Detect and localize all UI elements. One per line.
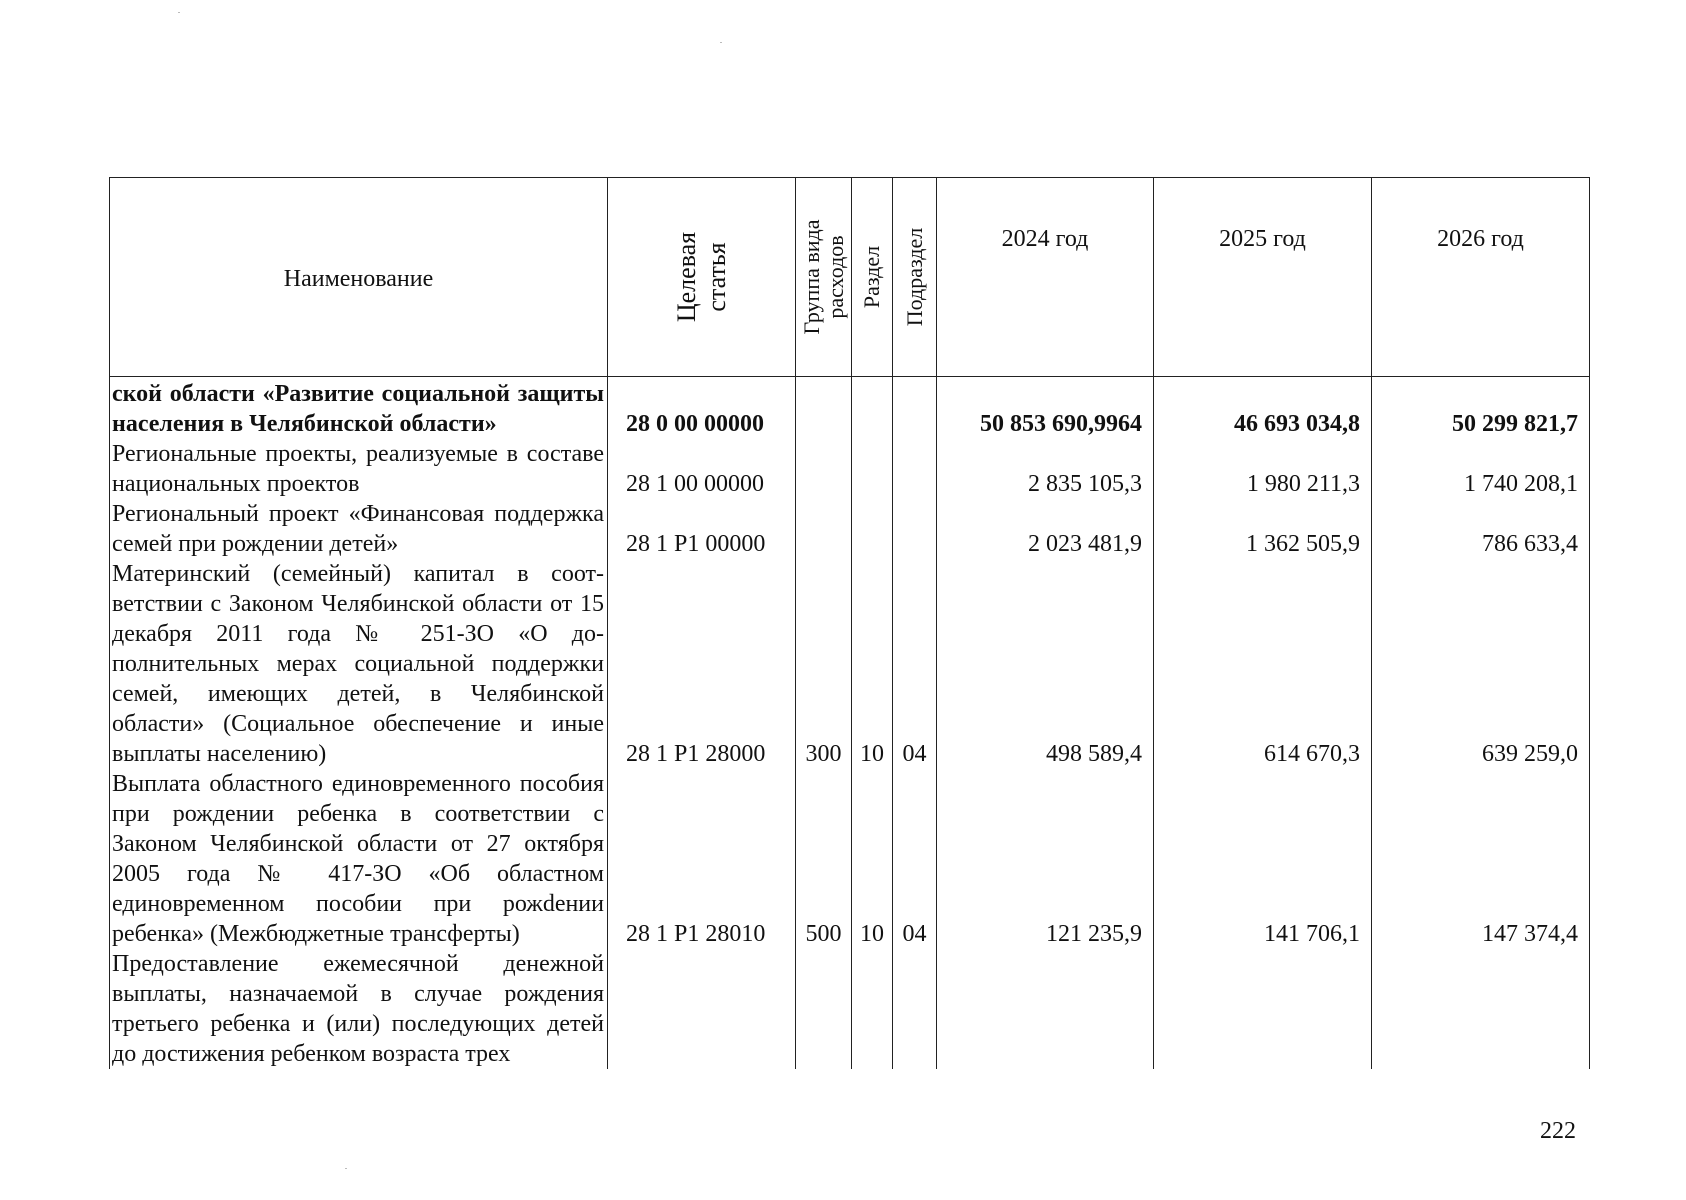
header-subsection: Подраздел	[893, 178, 937, 377]
row-code: 28 1 P1 00000	[608, 499, 796, 559]
row-2026: 1 740 208,1	[1372, 439, 1590, 499]
scan-speck	[178, 12, 180, 13]
header-2026: 2026 год	[1372, 178, 1590, 377]
row-name: Выплата областного единовременного пособия при рождении ребенка в соответствии с Законом Челябинской области от 27 октября 2005 года № 417-ЗО «Об областном единовременном пособии при рожdении ребенка» (Межбюджетные трансферты)	[110, 769, 608, 949]
table-row	[110, 559, 1590, 769]
row-2026	[1372, 949, 1590, 1069]
row-subsection: 04	[893, 559, 937, 769]
row-name: Материнский (семейный) капитал в соответствии с Законом Челябинской области от 15 декабря 2011 года № 251-ЗО «О дополнительных мерах социальной поддержки семей, имеющих детей, в Челябинской области» (Социальное обеспечение и иные выплаты населению)	[110, 559, 608, 769]
table-row	[110, 949, 1590, 1069]
header-2025: 2025 год	[1154, 178, 1372, 377]
header-target-article: Целевая статья	[608, 178, 796, 377]
row-group	[796, 439, 852, 499]
header-section: Раздел	[852, 178, 893, 377]
row-2024: 498 589,4	[937, 559, 1154, 769]
table-header-row	[110, 178, 1590, 377]
row-2024: 50 853 690,9964	[937, 377, 1154, 440]
scan-speck	[345, 1168, 347, 1169]
row-section	[852, 949, 893, 1069]
row-2025: 614 670,3	[1154, 559, 1372, 769]
row-2025	[1154, 949, 1372, 1069]
row-section: 10	[852, 559, 893, 769]
table-row	[110, 377, 1590, 440]
row-code: 28 0 00 00000	[608, 377, 796, 440]
row-code: 28 1 P1 28000	[608, 559, 796, 769]
row-2024: 2 023 481,9	[937, 499, 1154, 559]
row-section: 10	[852, 769, 893, 949]
row-2026: 50 299 821,7	[1372, 377, 1590, 440]
header-2024: 2024 год	[937, 178, 1154, 377]
table-row	[110, 499, 1590, 559]
row-name: ской области «Развитие социальной защиты населения в Челябинской области»	[110, 377, 608, 440]
row-2026: 639 259,0	[1372, 559, 1590, 769]
row-subsection	[893, 499, 937, 559]
row-group: 300	[796, 559, 852, 769]
header-name: Наименование	[110, 178, 608, 377]
row-subsection: 04	[893, 769, 937, 949]
row-name: Региональный проект «Финансовая поддержка семей при рождении детей»	[110, 499, 608, 559]
row-subsection	[893, 377, 937, 440]
row-2025: 1 362 505,9	[1154, 499, 1372, 559]
header-expense-group: Группа вида расходов	[796, 178, 852, 377]
row-section	[852, 439, 893, 499]
row-2025: 1 980 211,3	[1154, 439, 1372, 499]
row-group	[796, 377, 852, 440]
row-name: Региональные проекты, реализуемые в составе национальных проектов	[110, 439, 608, 499]
budget-table	[109, 177, 1590, 1069]
scan-speck	[720, 42, 722, 43]
row-subsection	[893, 439, 937, 499]
row-group	[796, 499, 852, 559]
row-2024	[937, 949, 1154, 1069]
row-2026: 147 374,4	[1372, 769, 1590, 949]
row-2026: 786 633,4	[1372, 499, 1590, 559]
row-section	[852, 377, 893, 440]
row-subsection	[893, 949, 937, 1069]
row-2024: 121 235,9	[937, 769, 1154, 949]
row-2025: 141 706,1	[1154, 769, 1372, 949]
table-row	[110, 439, 1590, 499]
page-number: 222	[1540, 1118, 1576, 1144]
row-2025: 46 693 034,8	[1154, 377, 1372, 440]
row-code: 28 1 P1 28010	[608, 769, 796, 949]
row-group	[796, 949, 852, 1069]
row-group: 500	[796, 769, 852, 949]
row-name: Предоставление ежемесячной денежной выплаты, назначаемой в случае рождения третьего ребенка и (или) последующих детей до достижения ребенком возраста трех	[110, 949, 608, 1069]
row-code: 28 1 00 00000	[608, 439, 796, 499]
row-code	[608, 949, 796, 1069]
row-2024: 2 835 105,3	[937, 439, 1154, 499]
row-section	[852, 499, 893, 559]
table-row	[110, 769, 1590, 949]
